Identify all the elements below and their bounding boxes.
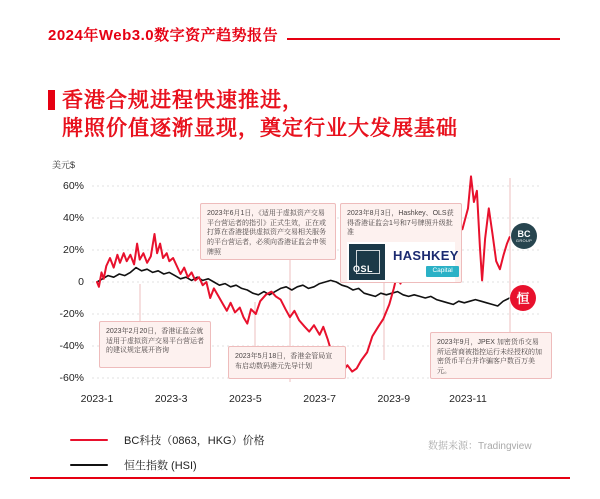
x-tick-2023-9: 2023-9	[377, 393, 411, 405]
x-tick-2023-1: 2023-1	[80, 393, 114, 405]
y-tick-20%: 20%	[62, 244, 84, 256]
legend-swatch-black-line	[70, 464, 108, 467]
y-tick--60%: -60%	[59, 372, 84, 384]
hang-seng-icon	[510, 285, 536, 311]
annotation-sep-text: 2023年9月，JPEX 加密货币交易所运营商被指控运行未经授权的加密货币平台并诈骗客户数百万美元。	[437, 339, 542, 375]
legend-label-hsi: 恒生指数 (HSI)	[124, 460, 197, 472]
annotation-jun1-text: 2023年6月1日，《适用于虚拟资产交易平台营运者的指引》正式生效，正在或打算在香港提供虚拟资产交易相关服务的平台营运者，必须向香港证监会申领牌照	[207, 210, 326, 256]
annotation-feb20-text: 2023年2月20日，香港证监会就适用于虚拟资产交易平台营运者的建议规定展开咨询	[106, 328, 204, 355]
osl-logo	[349, 244, 385, 280]
hang-seng-icon-glyph: 恒	[516, 290, 530, 306]
annotation-feb20-consultation	[99, 321, 211, 368]
annotation-aug3-license-upgrade	[340, 203, 462, 283]
legend-swatch-red-line	[70, 439, 108, 442]
report-header-title: 2024年Web3.0数字资产趋势报告	[48, 27, 279, 44]
section-title-line2: 牌照价值逐渐显现，奠定行业大发展基础	[62, 117, 458, 140]
hashkey-wordmark: HASHKEY	[393, 248, 459, 264]
legend-item-bc	[70, 432, 265, 448]
license-logos	[347, 242, 459, 282]
bc-group-icon-label: BC	[517, 228, 531, 239]
y-tick--20%: -20%	[59, 308, 84, 320]
x-tick-2023-5: 2023-5	[229, 393, 262, 405]
section-title-line1: 香港合规进程快速推进，	[62, 89, 304, 112]
y-tick-40%: 40%	[62, 212, 84, 224]
bc-group-icon	[511, 223, 537, 249]
x-tick-2023-11: 2023-11	[449, 393, 487, 405]
annotation-aug3-text: 2023年8月3日，Hashkey、OLS获得香港证监会1号和7号牌照升级批准	[347, 210, 454, 237]
footer-rule	[30, 477, 570, 479]
annotation-may18-ehkd-pilot	[228, 346, 346, 379]
y-axis-unit-label: 美元$	[52, 160, 76, 170]
annotation-jun1-guideline	[200, 203, 336, 260]
legend-label-bc: BC科技（0863，HKG）价格	[124, 435, 265, 447]
osl-logo-text: OSL	[353, 263, 374, 274]
data-source-note: 数据来源：Tradingview	[428, 441, 532, 452]
x-tick-2023-7: 2023-7	[303, 393, 336, 405]
hashkey-capital-badge: Capital	[426, 266, 458, 277]
bc-group-icon-sublabel: GROUP	[515, 237, 533, 243]
y-tick--40%: -40%	[59, 340, 84, 352]
y-tick-60%: 60%	[62, 180, 84, 192]
x-tick-2023-3: 2023-3	[154, 393, 188, 405]
annotation-sep-jpex-scandal	[430, 332, 552, 379]
legend-item-hsi	[70, 457, 197, 473]
annotation-may18-text: 2023年5月18日，香港金管局宣布启动数码港元先导计划	[235, 353, 333, 370]
hashkey-logo	[393, 247, 459, 277]
y-tick-0: 0	[78, 276, 84, 288]
